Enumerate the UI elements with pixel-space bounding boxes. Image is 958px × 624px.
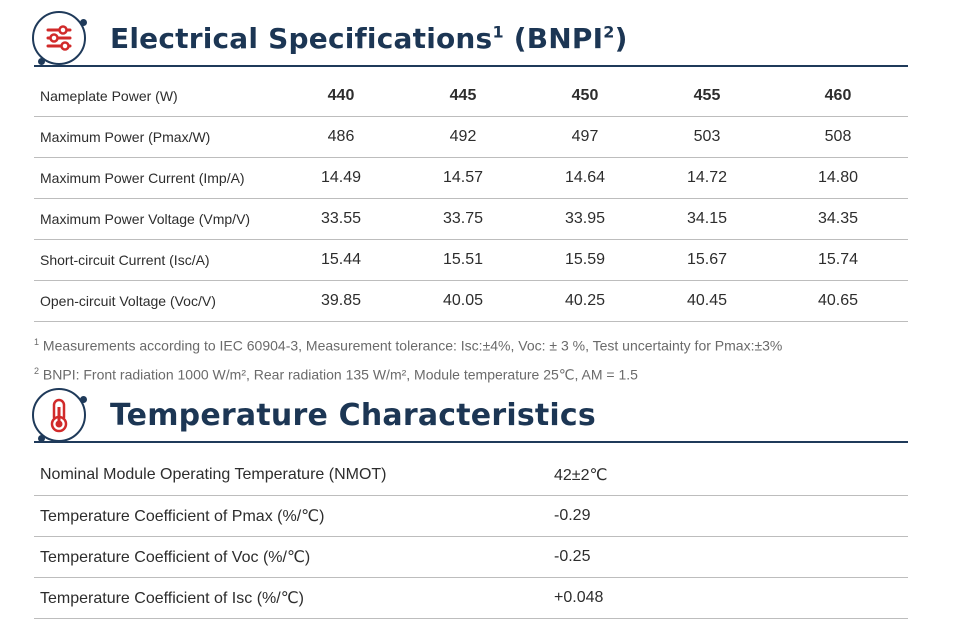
value-cell: 486: [280, 117, 402, 158]
temperature-header: [32, 388, 596, 442]
row-label: Open-circuit Voltage (Voc/V): [34, 281, 280, 322]
value-cell: 14.80: [768, 158, 908, 199]
section-title-electrical: Electrical Specifications$^1$ (BNPI$^2$): [110, 21, 628, 55]
table-row: [34, 199, 908, 240]
value-cell: 440: [280, 76, 402, 117]
row-label: Nameplate Power (W): [34, 76, 280, 117]
section-title-temperature: Temperature Characteristics: [110, 397, 596, 433]
row-label: Short-circuit Current (Isc/A): [34, 240, 280, 281]
value-cell: 15.51: [402, 240, 524, 281]
value-cell: 15.44: [280, 240, 402, 281]
table-row: [34, 117, 908, 158]
value-cell: 39.85: [280, 281, 402, 322]
value-cell: -0.29: [554, 496, 908, 537]
value-cell: 40.05: [402, 281, 524, 322]
temperature-table: [34, 455, 908, 619]
value-cell: 14.57: [402, 158, 524, 199]
value-cell: 15.59: [524, 240, 646, 281]
table-row: [34, 578, 908, 619]
row-label: Temperature Coefficient of Voc (%/℃): [34, 537, 554, 578]
electrical-spec-header: [32, 11, 628, 65]
value-cell: 14.64: [524, 158, 646, 199]
value-cell: 15.74: [768, 240, 908, 281]
footnote-1: $^1$ Measurements according to IEC 60904-3, Measurement tolerance: Isc:±4%, Voc: ± 3 %, Test uncertainty for Pmax:±3%: [34, 337, 783, 354]
table-header-row: [34, 76, 908, 117]
value-cell: 455: [646, 76, 768, 117]
table-row: [34, 240, 908, 281]
footnotes: [34, 330, 782, 387]
value-cell: 450: [524, 76, 646, 117]
value-cell: 33.75: [402, 199, 524, 240]
table-row: [34, 455, 908, 496]
row-label: Maximum Power Current (Imp/A): [34, 158, 280, 199]
table-row: [34, 496, 908, 537]
value-cell: 40.45: [646, 281, 768, 322]
value-cell: 508: [768, 117, 908, 158]
row-label: Maximum Power Voltage (Vmp/V): [34, 199, 280, 240]
table-row: [34, 281, 908, 322]
value-cell: 15.67: [646, 240, 768, 281]
value-cell: 33.55: [280, 199, 402, 240]
value-cell: 34.35: [768, 199, 908, 240]
value-cell: 445: [402, 76, 524, 117]
value-cell: 14.72: [646, 158, 768, 199]
row-label: Temperature Coefficient of Pmax (%/℃): [34, 496, 554, 537]
value-cell: 14.49: [280, 158, 402, 199]
row-label: Maximum Power (Pmax/W): [34, 117, 280, 158]
value-cell: 42±2℃: [554, 455, 908, 496]
table-row: [34, 158, 908, 199]
value-cell: 33.95: [524, 199, 646, 240]
thermometer-icon: [32, 388, 86, 442]
footnote-2: $^2$ BNPI: Front radiation 1000 W/m², Rear radiation 135 W/m², Module temperature 25℃, AM = 1.5: [34, 365, 638, 383]
sliders-icon: [32, 11, 86, 65]
row-label: Temperature Coefficient of Isc (%/℃): [34, 578, 554, 619]
divider: [34, 65, 908, 67]
value-cell: 503: [646, 117, 768, 158]
value-cell: 40.25: [524, 281, 646, 322]
value-cell: 497: [524, 117, 646, 158]
value-cell: 40.65: [768, 281, 908, 322]
electrical-spec-table: [34, 76, 908, 322]
value-cell: -0.25: [554, 537, 908, 578]
table-row: [34, 537, 908, 578]
value-cell: 492: [402, 117, 524, 158]
value-cell: +0.048: [554, 578, 908, 619]
value-cell: 460: [768, 76, 908, 117]
divider: [34, 441, 908, 443]
value-cell: 34.15: [646, 199, 768, 240]
row-label: Nominal Module Operating Temperature (NMOT): [34, 455, 554, 496]
